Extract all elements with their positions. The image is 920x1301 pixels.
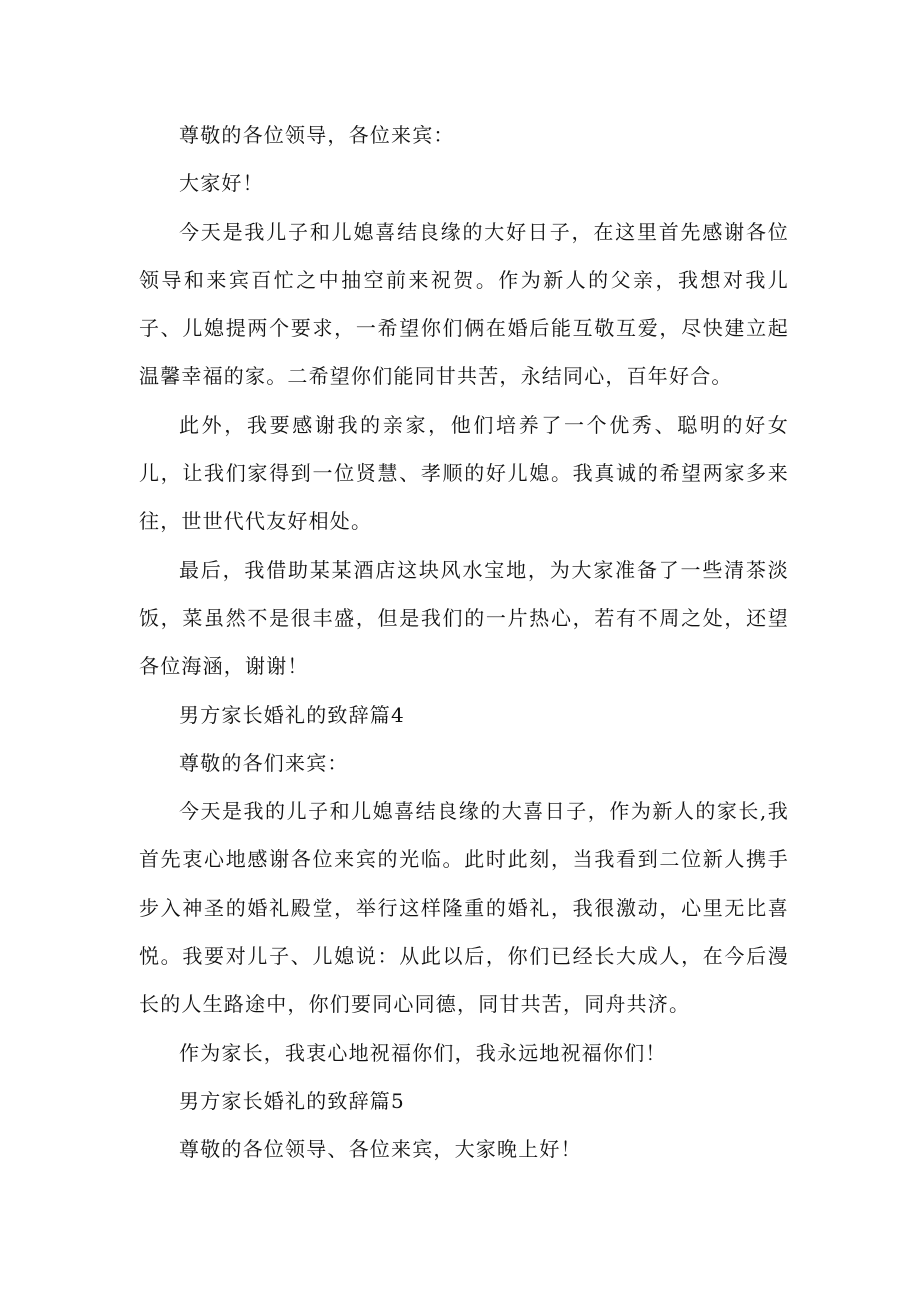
greeting-paragraph: 大家好！ [179, 171, 264, 196]
salutation-paragraph: 尊敬的各位领导、各位来宾，大家晚上好！ [179, 1137, 582, 1162]
salutation-paragraph: 尊敬的各们来宾： [179, 750, 349, 775]
section-heading: 男方家长婚礼的致辞篇5 [179, 1088, 405, 1113]
body-paragraph: 今天是我的儿子和儿媳喜结良缘的大喜日子，作为新人的家长,我首先衷心地感谢各位来宾的光临。此时此刻，当我看到二位新人携手步入神圣的婚礼殿堂，举行这样隆重的婚礼，我很激动，心里无比喜悦。我要对儿子、儿媳说：从此以后，你们已经长大成人，在今后漫长的人生路途中，你们要同心同德，同甘共苦，同舟共济。 [139, 799, 789, 1017]
body-paragraph: 作为家长，我衷心地祝福你们，我永远地祝福你们！ [179, 1040, 667, 1065]
body-paragraph: 今天是我儿子和儿媳喜结良缘的大好日子，在这里首先感谢各位领导和来宾百忙之中抽空前来祝贺。作为新人的父亲，我想对我儿子、儿媳提两个要求，一希望你们俩在婚后能互敬互爱，尽快建立起温馨幸福的家。二希望你们能同甘共苦，永结同心，百年好合。 [139, 219, 789, 389]
section-heading: 男方家长婚礼的致辞篇4 [179, 702, 405, 727]
body-paragraph: 此外，我要感谢我的亲家，他们培养了一个优秀、聪明的好女儿，让我们家得到一位贤慧、孝顺的好儿媳。我真诚的希望两家多来往，世世代代友好相处。 [139, 412, 789, 534]
document-body [139, 111, 789, 1174]
body-paragraph: 最后，我借助某某酒店这块风水宝地，为大家准备了一些清茶淡饭，菜虽然不是很丰盛，但是我们的一片热心，若有不周之处，还望各位海涵，谢谢！ [139, 557, 789, 679]
salutation-paragraph: 尊敬的各位领导，各位来宾： [179, 123, 455, 147]
